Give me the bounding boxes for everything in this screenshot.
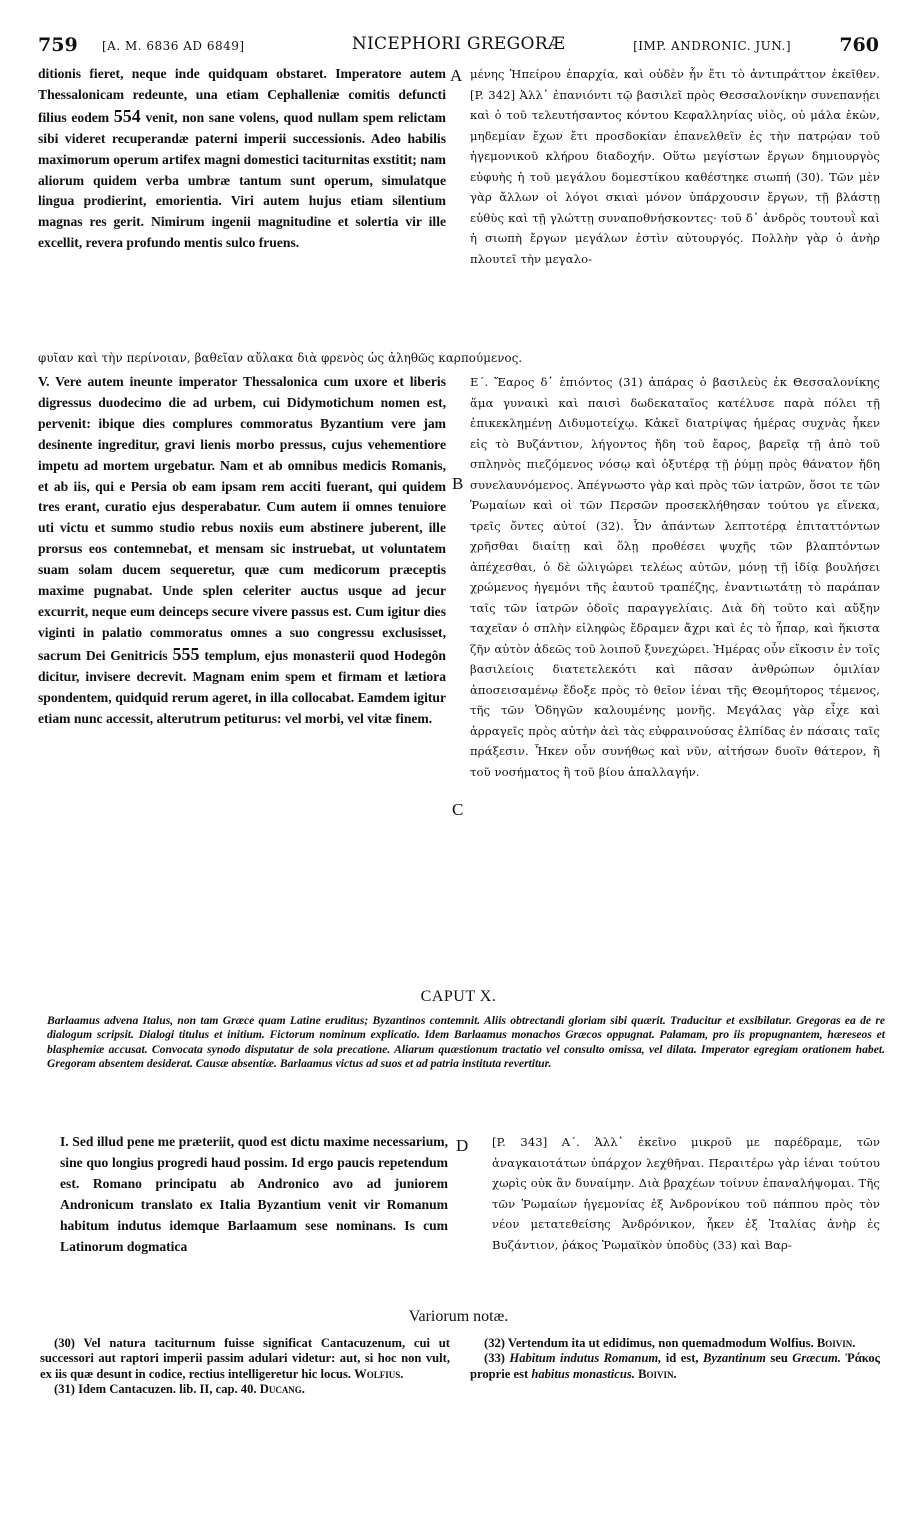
notes-left [40,1336,450,1397]
date-right: [IMP. ANDRONIC. JUN.] [633,39,791,53]
folio-number-554: 554 [113,105,141,126]
page-number-left: 759 [38,34,78,56]
running-title: NICEPHORI GREGORÆ [351,34,566,54]
note-30: (30) Vel natura taciturnum fuisse significat Cantacuzenum, cui ut successori aut raptori imperii passim adulari videtur: aut, si hoc non vult, ex iis quæ desunt in codice, rectius intelligeretur hic locus. Wolfius. [40,1336,450,1381]
margin-marker-c: C [452,800,464,819]
margin-marker-d: D [456,1136,469,1155]
margin-marker-b: B [452,474,464,493]
latin-column-bottom: I. Sed illud pene me præteriit, quod est dictu maxime necessarium, sine quo longius progredi haud possim. Id ergo paucis repetendum est. Romano principatu ab Andronico avo ad juniorem Andronicum translato ex Italia Byzantium venit vir Romanum habitum indutus idemque Barlaamum sese nominans. Is cum Latinorum dogmatica [60,1134,448,1254]
page-header [38,34,879,60]
greek-tail-line: φυῖαν καὶ τὴν περίνοιαν, βαθεῖαν αὔλακα διὰ φρενὸς ὡς ἀληθῶς καρπούμενος. [38,351,523,365]
greek-section-v: Ε΄. Ἔαρος δ᾽ ἐπιόντος (31) ἀπάρας ὁ βασιλεὺς ἐκ Θεσσαλονίκης ἅμα γυναικὶ καὶ παισὶ δωδεκαταῖος κατέλυσε παρὰ πόλει τῇ ἐπικεκλημένῃ Διδυμοτείχῳ. Κἀκεῖ διατρίψας ἡμέρας συχνὰς ἧκεν εἰς τὸ Βυζάντιον, λήγοντος ἤδη τοῦ ἔαρος, βαρεῖᾳ τῇ ἀπὸ τοῦ σπληνὸς πιεζόμενος νόσῳ καὶ ὀξυτέρᾳ τῇ ῥύμῃ πρὸς θάνατον ἤδη συνελαυνόμενος. Ἀπέγνωστο γὰρ καὶ πρὸς τῶν ἰατρῶν, ὅσοι τε τῶν Ῥωμαίων καὶ οἱ τῶν Περσῶν προσεκλήθησαν τούτου γε εἵνεκα, τρεῖς ὄντες αὐτοί (32). Ὧν ἁπάντων λεπτοτέρᾳ ἐπιταττόντων χρῆσθαι διαίτῃ καὶ ὅλῃ προθέσει ψυχῆς τῶν βλαπτόντων ἀπέχεσθαι, ὁ δὲ ὠλιγώρει τελέως αὐτῶν, μόνῃ τῇ ἰδίᾳ βουλήσει χρώμενος ἡγεμόνι τῆς ἑαυτοῦ τραπέζης, ἐναντιωτάτῃ τὸ παράπαν ταῖς τῶν ἰατρῶν ὁδοῖς παραγγελίαις. Διὰ δὴ τοῦτο καὶ αὔξην ταχεῖαν ὁ σπλὴν εἰληφὼς ἔδραμεν ἄχρι καὶ ἐς τὸ ἧπαρ, καὶ ἥκιστα ζῆν αὐτὸν ἀδεῶς τοῦ λοιποῦ ξυνεχώρει. Ἡμέρας οὖν εἴκοσιν ἐν τοῖς βασιλείοις διατετελεκότι καὶ πᾶσαν ἀνθρώπων ὁμιλίαν ἀποσεισαμένῳ ἔδοξε πρὸς τὸ θεῖον ἰέναι τῆς Θεομήτορος τέμενος, τῆς τῶν Ὁδηγῶν καλουμένης μονῆς. Μεγάλας γὰρ εἶχε καὶ ἀρραγεῖς πρὸς αὐτὴν ἀεὶ τὰς εὐφραινούσας ἐλπίδας ἐν πάσαις ταῖς πράξεσιν. Ἧκεν οὖν συνήθως καὶ νῦν, αἰτήσων δυοῖν θάτερον, ἢ τοῦ νοσήματος ἢ τοῦ βίου ἀπαλλαγήν. [470,375,880,779]
margin-marker-a: A [450,66,463,85]
latin-section-v: V. Vere autem ineunte imperator Thessalonica cum uxore et liberis digressus duodecimo die ad urbem, cui Didymotichum nomen est, pervenit: ibique dies complures commoratus Byzantium vere jam desinente ingreditur, gravi lienis morbo pressus, cujus vehementiore impetu ad mortem urgebatur. Nam et ab omnibus medicis Romanis, et ab iis, qui e Persia ob eam ipsam rem acciti fuerant, qui quidem tres erant, curatio ejus desperabatur. Cum autem ii omnes tenuiore uti victu et summo studio rebus noxiis eum abstinere juberent, ille prorsus eos contemnebat, et mensam sic instruebat, ut voluntatem suam solam ducem sequeretur, quæ cum medicorum præceptis maxime pugnabat. Unde splen celeriter auctus usque ad jecur excurrit, neque eum deinceps secure vivere passus est. Cum igitur dies viginti in palatio commoratus omnes a suo congressu exclusisset, sacrum Dei Genitricis 555 templum, ejus monasterii quod Hodegôn dicitur, invisere decrevit. Magnam enim spem et firmam et lætiora spondentem, quidquid rerum ageret, in illa collocabat. Eamdem igitur etiam nunc accessit, alterutrum petiturus: vel morbi, vel vitæ finem. [38,374,446,726]
chapter-heading: CAPUT X. [420,988,497,1005]
notes-right [470,1336,880,1382]
note-31: (31) Idem Cantacuzen. lib. II, cap. 40. Ducang. [54,1381,305,1396]
notes-heading: Variorum notæ. [408,1308,509,1325]
chapter-summary: Barlaamus advena Italus, non tam Græce quam Latine eruditus; Byzantinos contemnit. Aliis obtrectandi gloriam sibi quærit. Traducitur et exsibilatur. Gregoras ea de re dialogum scripsit. Dialogi titulus et initium. Fictorum nominum explicatio. Idem Barlaamus monachos Græcos oppugnat. Palamam, pro iis propugnantem, hæreseos et blasphemiæ accusat. Convocata synodo disputatur de sola precatione. Aliarum quæstionum tractatio vel consulto omissa, vel dilata. Imperator egregiam orationem habet. Gregoram absentem desiderat. Causæ absentiæ. Barlaamus victus ad suos et ad patria instituta revertitur. [47,1014,885,1071]
greek-column-bottom: [P. 343] Α΄. Ἀλλ᾽ ἐκεῖνο μικροῦ με παρέδραμε, τῶν ἀναγκαιοτάτων ὑπάρχον λεχθῆναι. Περαιτέρω γὰρ ἰέναι τούτου χωρὶς οὐκ ἂν δυναίμην. Διὰ βραχέων τοίνυν ἐπαναλήψομαι. Τῆς τῶν Ῥωμαίων ἡγεμονίας ἐξ Ἀνδρονίκου τοῦ πάππου πρὸς τὸν νέον μετατεθείσης Ἀνδρόνικον, ἧκεν ἐξ Ἰταλίας ἀνὴρ ἐς Βυζάντιον, ῥάκος Ῥωμαϊκὸν ὑποδὺς (33) καὶ Βαρ- [492,1135,880,1252]
note-32: (32) Vertendum ita ut edidimus, non quemadmodum Wolfius. Boivin. [484,1336,856,1350]
latin-column-top: ditionis fieret, neque inde quidquam obstaret. Imperatore autem Thessalonicam redeunte, una etiam Cephalleniæ comitis defuncti filius eodem 554 venit, non sane volens, quod nullam spem relictam sibi videret recuperandæ paterni imperii successionis. Adeo habilis maximorum operum artifex magni domestici taciturnitas exstitit; nam aliorum quidem verba umbræ tantum sunt operum, simulatque lingua prodierint, emorientia. Viri autem hujus etiam silentium magnas res gerit. Nimirum ingenii magnitudine et solertia vir ille excellit, revera profundo mentis sulco fruens. [38,66,446,251]
page-number-right: 760 [839,34,879,56]
greek-column-top: μένης Ἠπείρου ἐπαρχία, καὶ οὐδὲν ἦν ἔτι τὸ ἀντιπράττον ἐκεῖθεν. [P. 342] Ἀλλ᾽ ἐπανιόντι τῷ βασιλεῖ πρὸς Θεσσαλονίκην συνεπανῄει καὶ ὁ τοῦ τελευτήσαντος κόντου Κεφαλληνίας υἱὸς, οὐ μάλα ἑκὼν, μηδεμίαν ἔχων ἔτι προσδοκίαν ἐπανελθεῖν ἐς τὴν πατρῴαν τοῦ ἡγεμονικοῦ κλήρου διαδοχήν. Οὕτω μεγίστων ἔργων δημιουργὸς εὐφυὴς ἡ τοῦ μεγάλου δομεστίκου καθέστηκε σιωπή (30). Τῶν μὲν γὰρ ἄλλων οἱ λόγοι σκιαὶ μόνον ὑπάρχουσιν ἔργων, τῇ βλάστῃ εὐθὺς καὶ τῇ γλώττῃ συναποθνήσκοντες· τοῦ δ᾽ ἀνδρὸς τουτουῒ καὶ ἡ σιωπὴ ἔργων μεγάλων ἐστὶν αὐτουργός. Πολλὴν γὰρ ὁ ἀνὴρ πλουτεῖ τὴν μεγαλο- [470,67,880,266]
date-left: [A. M. 6836 AD 6849] [102,39,245,53]
note-33: (33) Habitum indutus Romanum, id est, Byzantinum seu Græcum. Ῥάκος proprie est habitus monasticus. Boivin. [470,1351,880,1381]
folio-number-555: 555 [172,643,200,664]
